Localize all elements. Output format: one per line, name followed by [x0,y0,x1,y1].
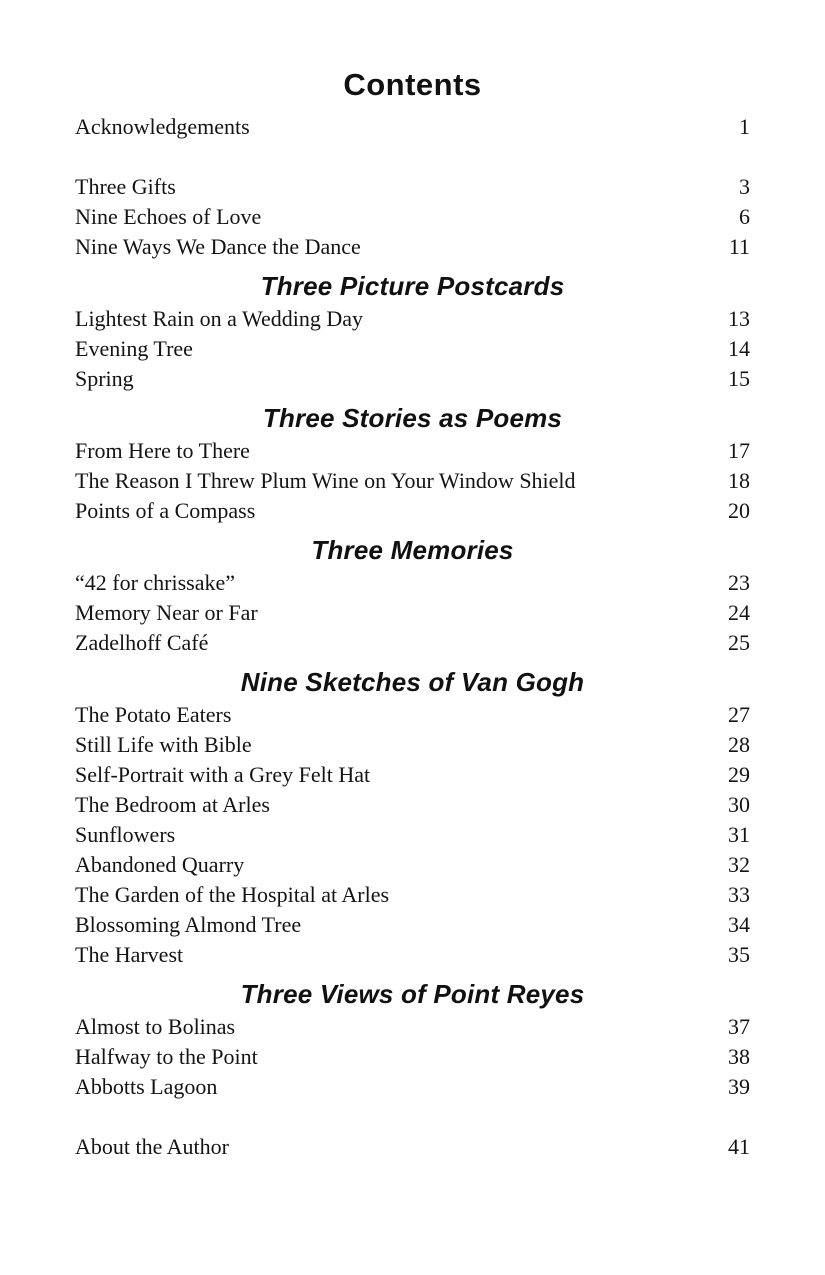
toc-entry-page-number: 20 [728,498,750,523]
toc-entry-page-number: 33 [728,882,750,907]
toc-entry-label: Nine Ways We Dance the Dance [75,234,361,259]
toc-entry [75,496,750,526]
section-heading: Nine Sketches of Van Gogh [240,667,585,697]
toc-entry [75,436,750,466]
toc-entry-label: Acknowledgements [75,114,250,139]
toc-entry [75,910,750,940]
toc-entry [75,790,750,820]
toc-entry-page-number: 32 [728,852,750,877]
toc-entry-page-number: 30 [728,792,750,817]
toc-entry [75,598,750,628]
toc-entry-page-number: 1 [739,114,750,139]
toc-entry-page-number: 3 [739,174,750,199]
toc-entry-label: Zadelhoff Café [75,630,209,655]
toc-entry [75,304,750,334]
toc-entry-label: “42 for chrissake” [75,570,236,595]
toc-entry-page-number: 41 [728,1134,750,1159]
toc-entry-page-number: 39 [728,1074,750,1099]
toc-group [75,401,750,526]
toc-entry-page-number: 13 [728,306,750,331]
toc-entry [75,1132,750,1162]
toc-entry-page-number: 34 [728,912,750,937]
toc-entry-label: Three Gifts [75,174,176,199]
toc-entry-page-number: 18 [728,468,750,493]
toc-entry-label: Almost to Bolinas [75,1014,236,1039]
toc-entry-label: Self-Portrait with a Grey Felt Hat [75,762,371,787]
toc-entry-label: Blossoming Almond Tree [75,912,302,937]
toc-entry [75,232,750,262]
toc-entry-page-number: 31 [728,822,750,847]
toc-entry-page-number: 35 [728,942,750,967]
toc-entry-label: Spring [75,366,134,391]
toc-entry [75,202,750,232]
section-heading: Three Memories [311,535,514,565]
toc-entry-label: Abandoned Quarry [75,852,245,877]
toc-entry-label: From Here to There [75,438,250,463]
toc-entry [75,628,750,658]
toc-group [75,665,750,970]
toc-entry-label: Sunflowers [75,822,176,847]
toc-entry-label: The Harvest [75,942,184,967]
toc-entry [75,568,750,598]
toc-entry [75,880,750,910]
table-of-contents [75,112,750,1162]
toc-entry-label: Still Life with Bible [75,732,252,757]
toc-entry [75,850,750,880]
toc-entry-page-number: 14 [728,336,750,361]
toc-entry-label: Points of a Compass [75,498,256,523]
page-title: Contents [343,67,482,102]
toc-entry-page-number: 23 [728,570,750,595]
toc-entry [75,1012,750,1042]
toc-entry-label: About the Author [75,1134,229,1159]
toc-group [75,977,750,1102]
toc-entry-page-number: 15 [728,366,750,391]
toc-entry [75,172,750,202]
toc-group [75,172,750,262]
toc-entry [75,334,750,364]
toc-entry-label: Abbotts Lagoon [75,1074,218,1099]
toc-entry-page-number: 25 [728,630,750,655]
toc-entry [75,466,750,496]
toc-entry-page-number: 29 [728,762,750,787]
toc-entry [75,1042,750,1072]
toc-entry-label: The Garden of the Hospital at Arles [75,882,390,907]
section-heading: Three Picture Postcards [260,271,565,301]
toc-entry-label: Halfway to the Point [75,1044,258,1069]
toc-entry-page-number: 28 [728,732,750,757]
toc-entry [75,112,750,142]
toc-entry-page-number: 38 [728,1044,750,1069]
toc-entry [75,730,750,760]
section-heading: Three Stories as Poems [262,403,563,433]
toc-group [75,1132,750,1162]
toc-entry [75,1072,750,1102]
toc-entry-page-number: 6 [739,204,750,229]
toc-entry-label: The Potato Eaters [75,702,232,727]
toc-entry [75,820,750,850]
toc-group [75,112,750,142]
toc-entry-label: Nine Echoes of Love [75,204,262,229]
toc-group [75,533,750,658]
toc-entry [75,940,750,970]
toc-entry-label: The Reason I Threw Plum Wine on Your Window Shield [75,468,576,493]
toc-entry-page-number: 37 [728,1014,750,1039]
toc-entry-page-number: 11 [728,234,750,259]
toc-entry-label: Evening Tree [75,336,193,361]
section-heading: Three Views of Point Reyes [240,979,585,1009]
toc-entry-label: Memory Near or Far [75,600,258,625]
toc-entry-label: The Bedroom at Arles [75,792,270,817]
toc-entry-page-number: 27 [728,702,750,727]
toc-entry [75,364,750,394]
toc-entry [75,700,750,730]
toc-entry-label: Lightest Rain on a Wedding Day [75,306,364,331]
toc-group [75,269,750,394]
toc-entry-page-number: 17 [728,438,750,463]
toc-entry-page-number: 24 [728,600,750,625]
toc-entry [75,760,750,790]
